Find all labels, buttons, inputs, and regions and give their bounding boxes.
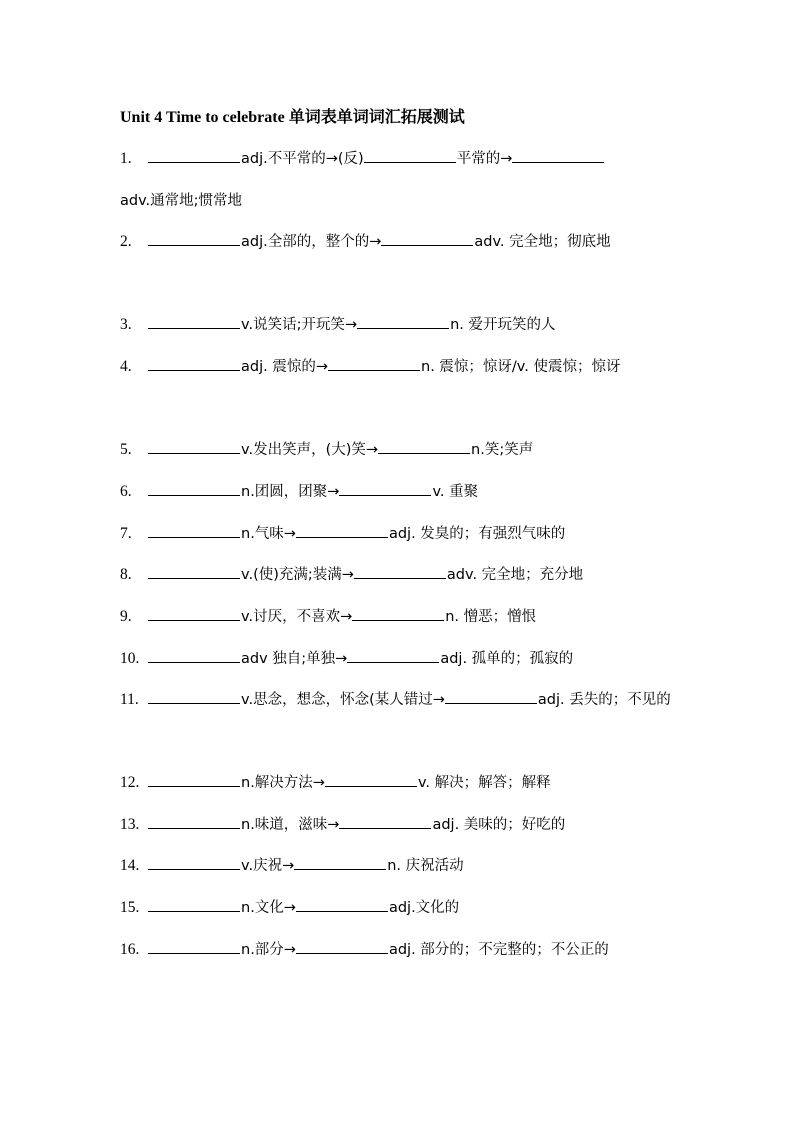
- answer-blank[interactable]: [296, 523, 388, 538]
- item-number: 5.: [120, 441, 132, 458]
- item-number: 4.: [120, 358, 132, 375]
- item-hint: v.(使)充满;装满→: [241, 567, 354, 583]
- list-item: [120, 887, 676, 929]
- item-hint: v.说笑话;开玩笑→: [241, 317, 358, 333]
- answer-blank[interactable]: [328, 356, 420, 371]
- item-number: 16.: [120, 941, 140, 958]
- item-hint: n.部分→: [241, 942, 296, 958]
- item-hint: v.发出笑声，(大)笑→: [241, 442, 379, 458]
- item-number: 11.: [120, 691, 139, 708]
- item-hint: adj.全部的，整个的→: [241, 234, 382, 250]
- item-number: 9.: [120, 608, 132, 625]
- item-hint: v. 重聚: [432, 484, 479, 500]
- answer-blank[interactable]: [357, 314, 449, 329]
- answer-blank[interactable]: [381, 231, 473, 246]
- item-hint: adj.文化的: [388, 900, 460, 916]
- item-number: 8.: [120, 566, 132, 583]
- answer-blank[interactable]: [148, 564, 240, 579]
- answer-blank[interactable]: [364, 148, 456, 163]
- answer-blank[interactable]: [378, 439, 470, 454]
- item-number: 13.: [120, 816, 140, 833]
- item-hint: adj. 美味的；好吃的: [432, 817, 566, 833]
- answer-blank[interactable]: [296, 897, 388, 912]
- answer-blank[interactable]: [148, 523, 240, 538]
- answer-blank[interactable]: [445, 689, 537, 704]
- answer-blank[interactable]: [347, 648, 439, 663]
- item-number: 12.: [120, 774, 140, 791]
- item-hint: n. 庆祝活动: [387, 858, 464, 874]
- list-item: [120, 845, 676, 887]
- answer-blank[interactable]: [148, 689, 240, 704]
- item-hint: v. 解决；解答；解释: [417, 775, 551, 791]
- answer-blank[interactable]: [148, 356, 240, 371]
- answer-blank[interactable]: [148, 231, 240, 246]
- item-hint: n.团圆，团聚→: [241, 484, 340, 500]
- list-item: [120, 596, 676, 638]
- answer-blank[interactable]: [148, 314, 240, 329]
- answer-blank[interactable]: [148, 939, 240, 954]
- answer-blank[interactable]: [148, 148, 240, 163]
- answer-blank[interactable]: [339, 814, 431, 829]
- list-item: [120, 138, 676, 222]
- list-item: [120, 304, 676, 346]
- answer-blank[interactable]: [339, 481, 431, 496]
- item-number: 10.: [120, 650, 140, 667]
- item-hint: n.解决方法→: [241, 775, 325, 791]
- item-hint: n.笑;笑声: [471, 442, 534, 458]
- item-hint: adj. 部分的；不完整的；不公正的: [388, 942, 609, 958]
- item-number: 7.: [120, 525, 132, 542]
- item-hint: adj. 丢失的；不见的: [537, 692, 671, 708]
- answer-blank[interactable]: [148, 439, 240, 454]
- list-item: [120, 221, 676, 263]
- list-item: [120, 679, 676, 721]
- list-item: [120, 513, 676, 555]
- page-title: Unit 4 Time to celebrate 单词表单词词汇拓展测试: [120, 109, 465, 126]
- item-hint: adj. 孤单的；孤寂的: [440, 651, 574, 667]
- item-number: 15.: [120, 899, 140, 916]
- item-number: 1.: [120, 150, 132, 167]
- answer-blank[interactable]: [352, 606, 444, 621]
- item-hint: adj.不平常的→(反): [241, 151, 364, 167]
- answer-blank[interactable]: [512, 148, 604, 163]
- list-item: [120, 762, 676, 804]
- item-number: 14.: [120, 857, 140, 874]
- answer-blank[interactable]: [148, 855, 240, 870]
- answer-blank[interactable]: [354, 564, 446, 579]
- item-number: 3.: [120, 316, 132, 333]
- answer-blank[interactable]: [148, 814, 240, 829]
- item-hint: n.气味→: [241, 526, 296, 542]
- item-hint: n. 憎恶；憎恨: [445, 609, 537, 625]
- answer-blank[interactable]: [325, 772, 417, 787]
- item-hint: n.味道，滋味→: [241, 817, 340, 833]
- answer-blank[interactable]: [148, 606, 240, 621]
- item-hint: adv. 完全地；充分地: [446, 567, 584, 583]
- item-hint: adv 独自;单独→: [241, 651, 348, 667]
- item-hint: v.庆祝→: [241, 858, 295, 874]
- item-hint: 平常的→: [456, 151, 513, 167]
- answer-blank[interactable]: [296, 939, 388, 954]
- list-item: [120, 346, 676, 388]
- list-item: [120, 929, 676, 971]
- item-number: 2.: [120, 233, 132, 250]
- item-number: 6.: [120, 483, 132, 500]
- item-hint: adj. 发臭的；有强烈气味的: [388, 526, 566, 542]
- list-item: [120, 804, 676, 846]
- list-item: [120, 471, 676, 513]
- list-item: [120, 429, 676, 471]
- answer-blank[interactable]: [148, 772, 240, 787]
- list-item: [120, 638, 676, 680]
- answer-blank[interactable]: [294, 855, 386, 870]
- item-hint: adj. 震惊的→: [241, 359, 328, 375]
- item-hint: n. 震惊；惊讶/v. 使震惊；惊讶: [421, 359, 621, 375]
- answer-blank[interactable]: [148, 481, 240, 496]
- item-hint: adv. 完全地；彻底地: [474, 234, 611, 250]
- answer-blank[interactable]: [148, 897, 240, 912]
- answer-blank[interactable]: [148, 648, 240, 663]
- item-hint: v.思念，想念，怀念(某人错过→: [241, 692, 445, 708]
- item-hint: adv.通常地;惯常地: [120, 193, 243, 209]
- item-hint: v.讨厌，不喜欢→: [241, 609, 353, 625]
- item-hint: n.文化→: [241, 900, 296, 916]
- list-item: [120, 554, 676, 596]
- item-hint: n. 爱开玩笑的人: [450, 317, 556, 333]
